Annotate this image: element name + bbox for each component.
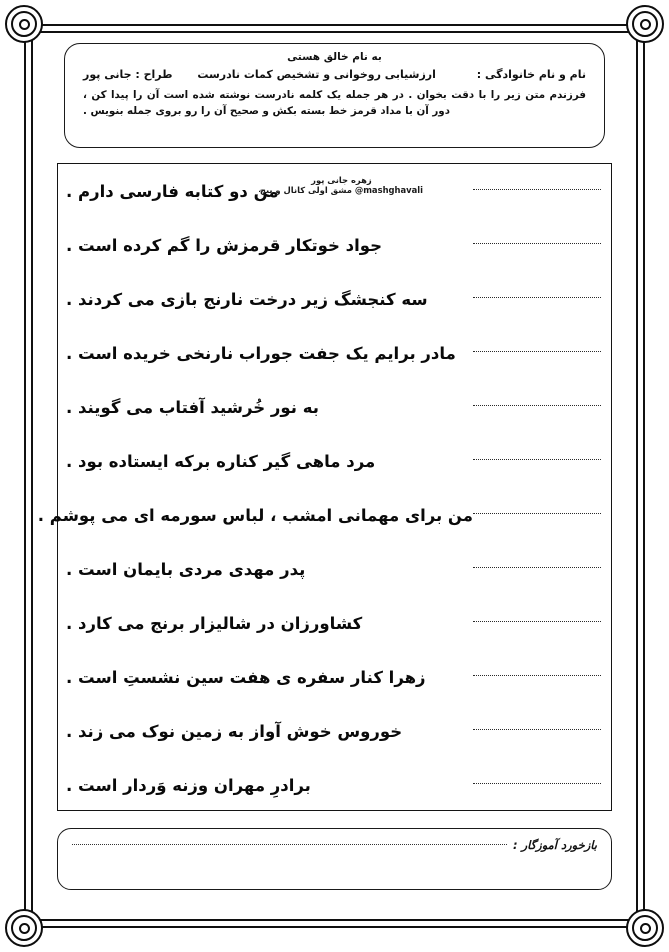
question-sentence: سه کنجشگ زیر درخت نارنج بازی می کردند .	[66, 289, 428, 309]
worksheet-author-label: طراح : جانی پور	[83, 68, 173, 81]
question-sentence: من برای مهمانی امشب ، لباس سورمه ای می پوشم .	[37, 505, 473, 525]
answer-blank-line[interactable]	[473, 242, 601, 244]
bismillah-title: به نام خالق هستی	[287, 51, 382, 63]
corner-ornament-bottom-left-icon	[5, 909, 43, 947]
question-row	[37, 488, 611, 542]
question-row	[58, 542, 611, 596]
question-sentence: پدر مهدی مردی بایمان است .	[66, 559, 306, 579]
answer-blank-line[interactable]	[473, 296, 601, 298]
answer-blank-line[interactable]	[473, 458, 601, 460]
watermark-handle: @mashghavali	[354, 185, 423, 196]
answer-blank-line[interactable]	[473, 566, 601, 568]
student-name-label: نام و نام خانوادگی :	[476, 68, 586, 81]
answer-blank-line[interactable]	[473, 404, 601, 406]
exercise-box	[37, 163, 612, 811]
question-sentence: زهرا کنار سفره ی هفت سین نشستِ است .	[66, 667, 426, 687]
question-row	[58, 596, 611, 650]
question-row	[58, 326, 611, 380]
question-sentence: مرد ماهی گیر کناره برکه ایستاده بود .	[66, 451, 376, 471]
question-sentence: خوروس خوش آواز به زمین نوک می زند .	[66, 721, 403, 741]
question-row	[58, 704, 611, 758]
question-row	[58, 434, 611, 488]
watermark-credit	[260, 175, 423, 196]
teacher-feedback-blank-line[interactable]	[72, 843, 507, 845]
answer-blank-line[interactable]	[473, 728, 601, 730]
teacher-feedback-box	[57, 828, 612, 890]
question-row	[58, 272, 611, 326]
question-sentence: من دو کتابه فارسی دارم .	[66, 181, 279, 201]
question-sentence: به نور خُرشید آفتاب می گویند .	[66, 397, 319, 417]
question-row	[58, 758, 611, 812]
teacher-feedback-label: بازخورد آموزگار :	[513, 838, 597, 852]
corner-ornament-top-left-icon	[5, 5, 43, 43]
question-sentence: جواد خوتکار قرمزش را گم کرده است .	[66, 235, 382, 255]
answer-blank-line[interactable]	[473, 188, 601, 190]
answer-blank-line[interactable]	[473, 620, 601, 622]
worksheet-subject-label: ارزشیابی روخوانی و تشخیص کمات نادرست	[197, 68, 436, 81]
watermark-channel-line	[260, 185, 423, 195]
student-identity-row	[81, 68, 588, 81]
answer-blank-line[interactable]	[473, 674, 601, 676]
answer-blank-line[interactable]	[473, 782, 601, 784]
answer-blank-line[interactable]	[473, 512, 601, 514]
instruction-text: فرزندم متن زیر را با دقت بخوان . در هر جمله یک کلمه نادرست نوشته شده است آن را پیدا کن ، دور آن با مداد قرمز خط بسته بکش و صحیح آن را رو بروی جمله بنویس .	[83, 89, 586, 117]
corner-ornament-bottom-right-icon	[626, 909, 664, 947]
question-row	[58, 650, 611, 704]
question-sentence: برادرِ مهران وزنه وَردار است .	[66, 775, 311, 795]
question-sentence: مادر برایم یک جفت جوراب نارنخی خریده است .	[66, 343, 456, 363]
watermark-author-name: زهره جانی پور	[311, 175, 372, 185]
worksheet-sheet	[37, 36, 628, 916]
answer-blank-line[interactable]	[473, 350, 601, 352]
corner-ornament-top-right-icon	[626, 5, 664, 43]
teacher-feedback-row	[72, 838, 597, 852]
question-row	[58, 380, 611, 434]
header-box	[64, 43, 605, 148]
question-row	[58, 218, 611, 272]
question-sentence: کشاورزان در شالیزار برنج می کارد .	[66, 613, 363, 633]
watermark-channel-text: مشق اولی کانال و پیج	[259, 185, 352, 196]
